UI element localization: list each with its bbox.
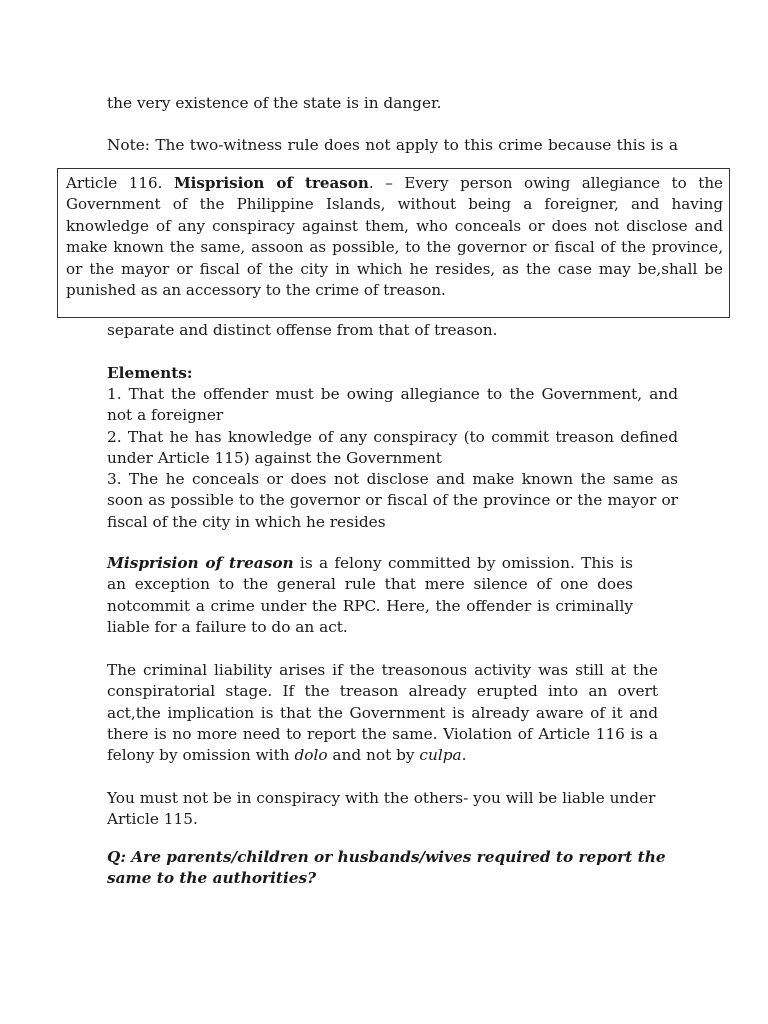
misprision-paragraph bbox=[107, 553, 633, 638]
liability-middle: and not by bbox=[327, 746, 420, 765]
liability-end: . bbox=[461, 746, 467, 765]
liability-paragraph bbox=[107, 660, 658, 766]
element-item-1: 1. That the offender must be owing allegiance to the Government, and not a foreigner bbox=[107, 385, 678, 425]
note-line: Note: The two-witness rule does not apply to this crime because this is a bbox=[107, 136, 678, 154]
element-item-3: 3. The he conceals or does not disclose and make known the same as soon as possible to the governor or fiscal of the province or the mayor or fiscal of the city in which he resides bbox=[107, 470, 678, 531]
elements-list bbox=[107, 384, 678, 533]
dolo-term: dolo bbox=[294, 746, 328, 765]
conspiracy-note: You must not be in conspiracy with the others- you will be liable under Article 115. bbox=[107, 789, 656, 829]
article-prefix: Article 116. bbox=[66, 174, 174, 192]
misprision-term: Misprision of treason bbox=[107, 554, 294, 572]
element-item-2: 2. That he has knowledge of any conspiracy (to commit treason defined under Article 115) against the Government bbox=[107, 427, 678, 467]
culpa-term: culpa bbox=[419, 746, 462, 765]
article-116-text bbox=[66, 173, 723, 301]
text-line-state-danger: the very existence of the state is in danger. bbox=[107, 94, 442, 112]
liability-text: The criminal liability arises if the treasonous activity was still at the conspiratorial stage. If the treason already erupted into an overt act,the implication is that the Government is already aware of it and there is no more need to report the same. Violation of Article 116 is a felony by omission with bbox=[107, 661, 658, 765]
elements-heading: Elements: bbox=[107, 364, 193, 382]
misprision-text: is a felony committed by omission. This is an exception to the general rule that mere silence of one does notcommit a crime under the RPC. Here, the offender is criminally liable for a failure to do an act. bbox=[107, 554, 633, 636]
note-continuation: separate and distinct offense from that of treason. bbox=[107, 321, 498, 339]
question-text: Q: Are parents/children or husbands/wives required to report the same to the authorities? bbox=[107, 848, 666, 888]
article-body: . – Every person owing allegiance to the Government of the Philippine Islands, without being a foreigner, and having knowledge of any conspiracy against them, who conceals or does not disclose and make known the same, assoon as possible, to the governor or fiscal of the province, or the mayor or fiscal of the city in which he resides, as the case may be,shall be punished as an accessory to the crime of treason. bbox=[66, 174, 723, 300]
article-title: Misprision of treason bbox=[173, 174, 369, 192]
article-116-box bbox=[57, 168, 730, 318]
